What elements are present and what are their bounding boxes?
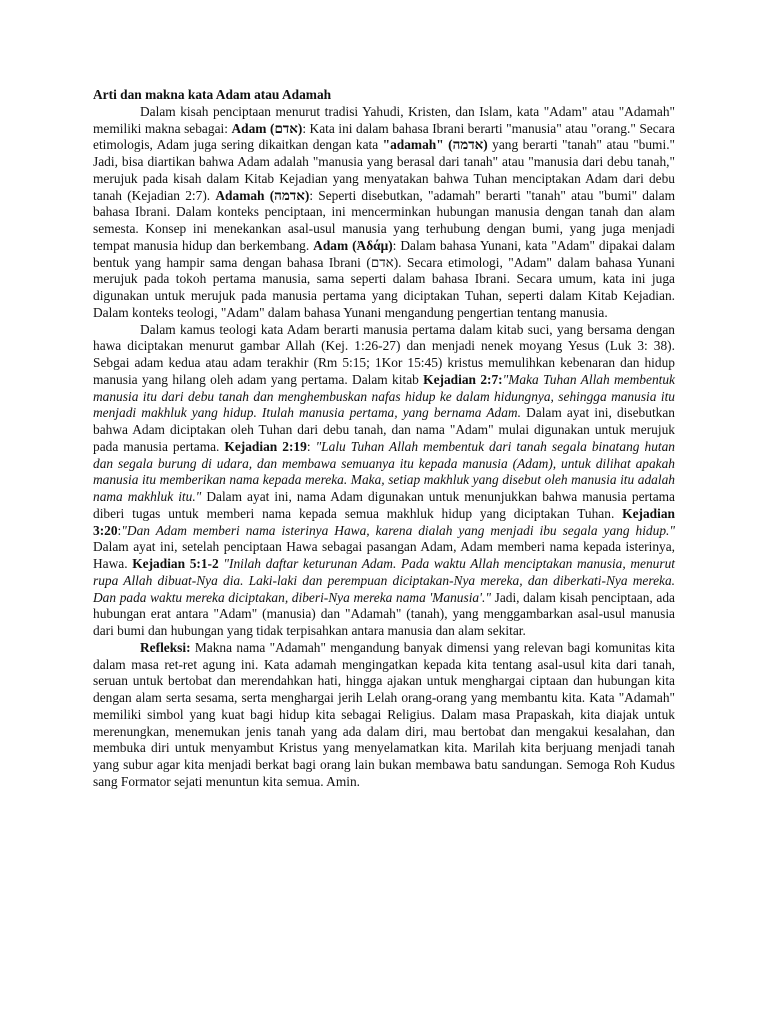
document-page [93,87,675,791]
text-run: : [117,522,122,538]
paragraph-etymology [93,104,675,322]
text-run: : Seperti disebutkan, "adamah" berarti "tanah" atau "bumi" dalam bahasa Ibrani. Dalam konteks penciptaan, ini mencerminkan hubungan manusia dengan tanah dan alam semesta. Konsep ini menekankan asal-usul manusia yang terhubung dengan bumi, yang juga menjadi tempat manusia hidup dan berkembang. [93,187,676,253]
text-run: : [306,438,316,454]
text-run: Jadi, dalam kisah penciptaan, ada hubungan erat antara "Adam" (manusia) dan "Adamah" (tanah), yang menggambarkan asal-usul manusia dari bumi dan hubungan yang tidak terpisahkan antara manusia dan alam sekitar. [93,589,675,638]
document-title: Arti dan makna kata Adam atau Adamah [93,87,332,102]
paragraph-scripture [93,322,675,640]
text-run: Dalam kamus teologi kata Adam berarti manusia pertama dalam kitab suci, yang bersama dengan hawa diciptakan menurut gambar Allah (Kej. 1:26-27) dan menjadi nenek moyang Yesus (Luk 3: 38). Sebgai adam kedua atau adam terakhir (Rm 5:15; 1Kor 15:45) kristus memulihkan kebenaran dan hidup manusia yang hilang oleh adam yang pertama. Dalam kitab [93,321,675,387]
bold-term: Refleksi: [140,639,191,655]
bold-term: Kejadian 5:1-2 [132,556,219,571]
scripture-quote: "Lalu Tuhan Allah membentuk dari tanah segala binatang hutan dan segala burung di udara, dan membawa semuanya itu kepada manusia (Adam), untuk dilihat apakah manusia itu memberikan nama kepada mereka. Maka, setiap makhluk yang disebut oleh manusia itu adalah nama makhluk itu." [93,438,675,504]
bold-term: Adam (Ἀδάμ) [313,237,393,253]
paragraph-reflection [93,640,675,791]
text-run: Dalam kisah penciptaan menurut tradisi Yahudi, Kristen, dan Islam, kata "Adam" atau "Adamah" memiliki makna sebagai: [93,103,675,136]
text-run: : Dalam bahasa Yunani, kata "Adam" dipakai dalam bentuk yang hampir sama dengan bahasa Ibrani (אדם). Secara etimologi, "Adam" dalam bahasa Yunani merujuk pada tokoh pertama manusia, sama seperti dalam bahasa Ibrani. Secara umum, kata ini juga digunakan untuk merujuk pada manusia pertama yang diciptakan Tuhan, seperti dalam Kitab Kejadian. Dalam konteks teologi, "Adam" dalam bahasa Yunani mengandung pengertian tentang manusia. [93,237,676,320]
text-run: yang berarti "tanah" atau "bumi." Jadi, bisa diartikan bahwa Adam adalah "manusia yang berasal dari tanah" atau "manusia dari debu tanah," merujuk pada kisah dalam Kitab Kejadian yang menyatakan bahwa Tuhan menciptakan Adam dari debu tanah (Kejadian 2:7). [93,137,676,203]
text-run: Dalam ayat ini, disebutkan bahwa Adam diciptakan oleh Tuhan dari debu tanah, dan nama "Adam" mulai digunakan untuk merujuk pada manusia pertama. [93,405,675,454]
bold-term: Adamah (אדמה) [215,187,310,203]
scripture-quote: "Maka Tuhan Allah membentuk manusia itu dari debu tanah dan menghembuskan nafas hidup ke dalam hidungnya, sehingga manusia itu menjadi makhluk yang hidup. Itulah manusia pertama, yang bernama Adam. [93,371,675,421]
scripture-quote: "Inilah daftar keturunan Adam. Pada waktu Allah menciptakan manusia, menurut rupa Allah dibuat-Nya dia. Laki-laki dan perempuan diciptakan-Nya mereka, dan diberkati-Nya mereka. Dan pada waktu mereka diciptakan, diberi-Nya mereka nama 'Manusia'." [93,556,675,605]
bold-term: "adamah" (אדמה) [382,137,488,153]
text-run: Dalam ayat ini, setelah penciptaan Hawa sebagai pasangan Adam, Adam memberi nama kepada isterinya, Hawa. [93,539,675,571]
bold-term: Kejadian 3:20 [93,505,675,538]
text-run: Dalam ayat ini, nama Adam digunakan untuk menunjukkan bahwa manusia pertama diberi tugas untuk memberi nama kepada semua makhluk hidup yang diciptakan Tuhan. [93,489,675,521]
scripture-quote: "Dan Adam memberi nama isterinya Hawa, karena dialah yang menjadi ibu segala yang hidup." [121,522,675,538]
text-run: Makna nama "Adamah" mengandung banyak dimensi yang relevan bagi komunitas kita dalam masa ret-ret agung ini. Kata adamah mengingatkan kepada kita tentang asal-usul kita dari tanah, seruan untuk bertobat dan merendahkan hati, hingga ajakan untuk menghargai ciptaan dan hubungan kita dengan alam serta sesama, serta menghargai jerih Lelah orang-orang yang membantu kita. Kata "Adamah" memiliki simbol yang kuat bagi hidup kita sebagai Religius. Dalam masa Prapaskah, kita diajak untuk merenungkan, menemukan jenis tanah yang ada dalam diri, mau bertobat dan mengakui kesalahan, dan membuka diri untuk menyambut Kristus yang menyelamatkan kita. Marilah kita berjuang menjadi tanah yang subur agar kita menjadi berkat bagi orang lain bukan membawa batu sandungan. Semoga Roh Kudus sang Formator sejati menuntun kita semua. Amin. [93,639,675,789]
text-run: : Kata ini dalam bahasa Ibrani berarti "manusia" atau "orang." Secara etimologis, Adam juga sering dikaitkan dengan kata [93,120,676,153]
bold-term: Kejadian 2:7: [423,371,503,387]
bold-term: Adam (אדם) [231,120,303,136]
bold-term: Kejadian 2:19 [224,438,307,454]
